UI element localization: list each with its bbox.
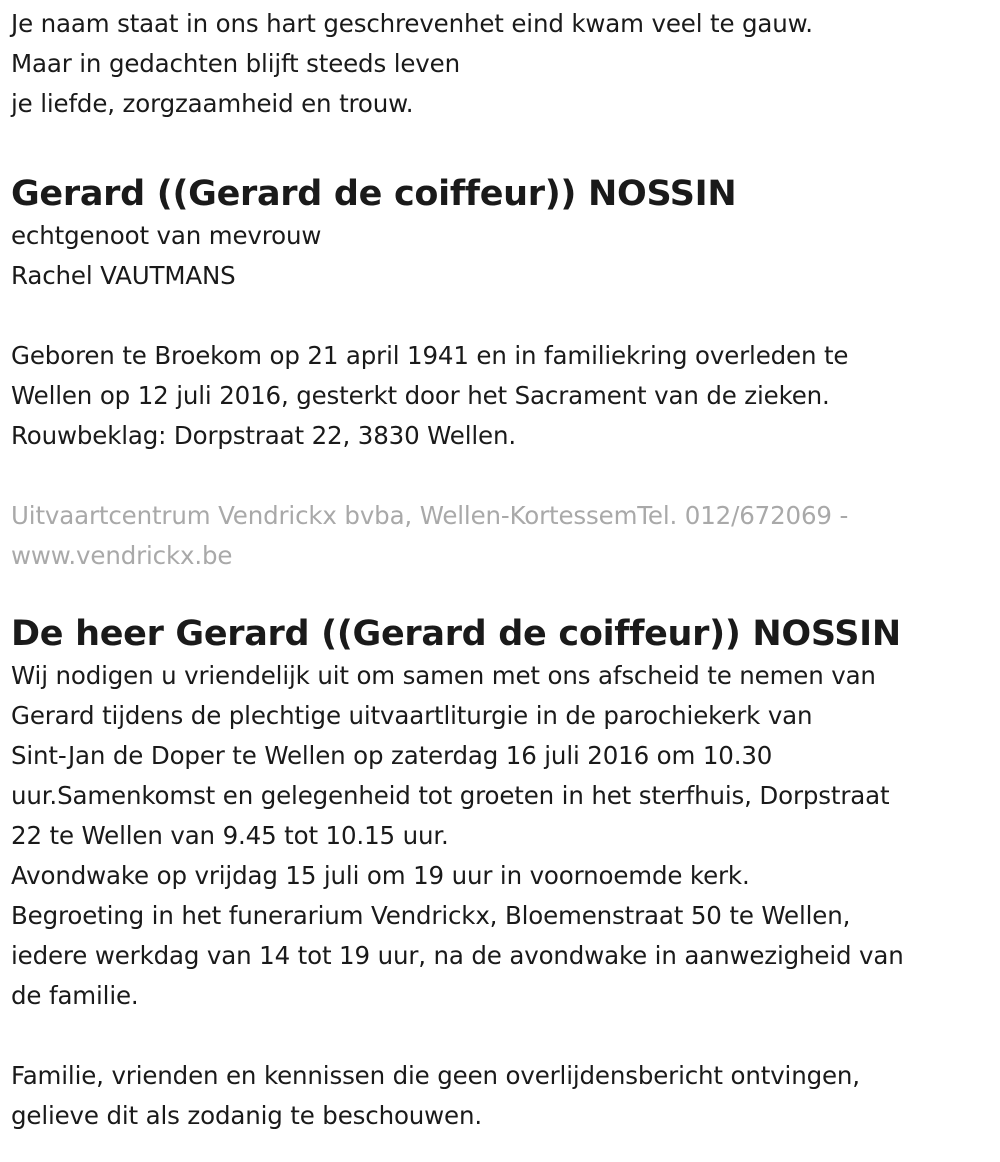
poem-line: je liefde, zorgzaamheid en trouw.	[11, 89, 414, 118]
obituary-page	[0, 4, 1000, 1162]
invitation-line: iedere werkdag van 14 tot 19 uur, na de avondwake in aanwezigheid van	[11, 941, 904, 970]
invitation-line: uur.Samenkomst en gelegenheid tot groeten in het sterfhuis, Dorpstraat	[11, 781, 890, 810]
invitation-line: de familie.	[11, 981, 139, 1010]
biography-text	[11, 336, 1000, 456]
spouse-line: echtgenoot van mevrouw	[11, 221, 322, 250]
funeral-home-line: Uitvaartcentrum Vendrickx bvba, Wellen-KortessemTel. 012/672069 -	[11, 501, 849, 530]
poem-line: Maar in gedachten blijft steeds leven	[11, 49, 460, 78]
biography-line: Geboren te Broekom op 21 april 1941 en in familiekring overleden te	[11, 341, 849, 370]
biography-line: Rouwbeklag: Dorpstraat 22, 3830 Wellen.	[11, 421, 516, 450]
closing-line: Familie, vrienden en kennissen die geen overlijdensbericht ontvingen,	[11, 1061, 860, 1090]
invitation-heading: De heer Gerard ((Gerard de coiffeur)) NOSSIN	[11, 614, 901, 654]
closing-line: gelieve dit als zodanig te beschouwen.	[11, 1101, 482, 1130]
spouse-info	[11, 216, 1000, 296]
funeral-home-website: www.vendrickx.be	[11, 541, 233, 570]
biography-line: Wellen op 12 juli 2016, gesterkt door het Sacrament van de zieken.	[11, 381, 830, 410]
invitation-line: Begroeting in het funerarium Vendrickx, Bloemenstraat 50 te Wellen,	[11, 901, 851, 930]
invitation-line: Sint-Jan de Doper te Wellen op zaterdag 16 juli 2016 om 10.30	[11, 741, 773, 770]
closing-note	[11, 1056, 1000, 1136]
poem-line: Je naam staat in ons hart geschrevenhet eind kwam veel te gauw.	[11, 9, 813, 38]
memorial-poem	[11, 4, 1000, 124]
invitation-line: Gerard tijdens de plechtige uitvaartliturgie in de parochiekerk van	[11, 701, 813, 730]
invitation-line: Avondwake op vrijdag 15 juli om 19 uur in voornoemde kerk.	[11, 861, 750, 890]
invitation-line: Wij nodigen u vriendelijk uit om samen met ons afscheid te nemen van	[11, 661, 876, 690]
invitation-line: 22 te Wellen van 9.45 tot 10.15 uur.	[11, 821, 449, 850]
deceased-name-heading: Gerard ((Gerard de coiffeur)) NOSSIN	[11, 174, 737, 214]
invitation-text	[11, 656, 1000, 1016]
spouse-line: Rachel VAUTMANS	[11, 261, 236, 290]
funeral-home-info	[11, 496, 1000, 576]
